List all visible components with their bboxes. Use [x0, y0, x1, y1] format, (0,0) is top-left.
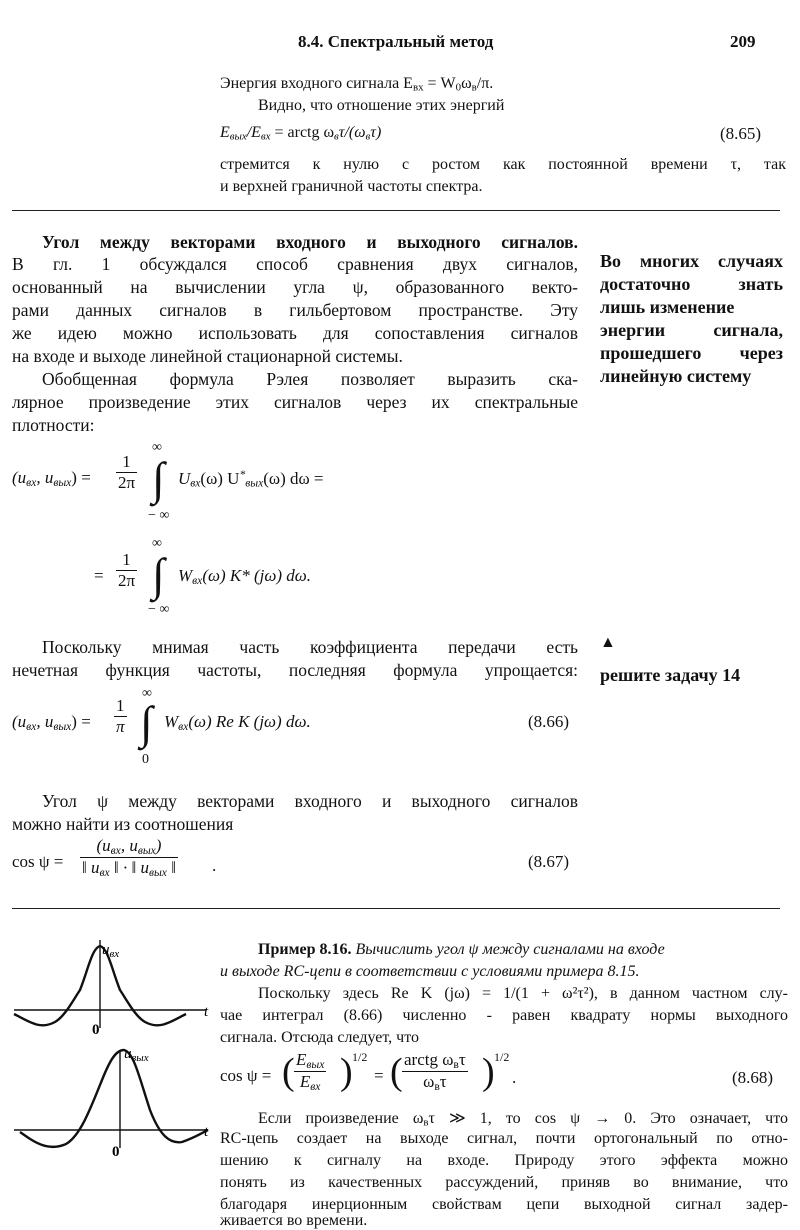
eq-8-68-paren-left: (: [282, 1051, 295, 1093]
example-line-2: чае интеграл (8.66) численно - равен квадрату нормы выходного: [220, 1007, 788, 1024]
eq-8-68-paren-right-2: ): [482, 1051, 495, 1093]
conclusion-line-6: живается во времени.: [220, 1212, 368, 1229]
margin-note-line-6: линейную систему: [600, 366, 752, 386]
parseval2-upper-limit: ∞: [152, 536, 162, 551]
example-line-3: сигнала. Отсюда следует, что: [220, 1029, 419, 1046]
conclusion-line-1: Если произведение $\omega_в\tau$ ≫ 1, то cos ψ → 0. Это означает, что: [258, 1110, 789, 1129]
margin-note-line-3: лишь изменение: [600, 297, 735, 317]
parseval-lhs: ($u_{вх}$, $u_{вых}$) =: [12, 468, 91, 489]
p1-line-4: же идею можно использовать для сопоставления сигналов: [12, 323, 578, 343]
margin-note-line-2: достаточно знать: [600, 274, 783, 294]
bottom-origin-label: 0: [112, 1144, 120, 1160]
eq-8-68-exponent-2: 1/2: [494, 1050, 510, 1064]
p3-line-1: Поскольку мнимая часть коэффициента передачи есть: [42, 637, 578, 657]
eq-8-66-fraction: $\frac{1}{\pi}$: [116, 696, 125, 736]
p1-line-5: на входе и выходе линейной стационарной системы.: [12, 346, 403, 366]
p2-line-2: лярное произведение этих сигналов через их спектральные: [12, 392, 578, 412]
p4-line-1: Угол ψ между векторами входного и выходного сигналов: [42, 791, 578, 811]
example-line-1: Поскольку здесь Re K (jω) = 1/(1 + ω²τ²), в данном частном слу-: [258, 985, 788, 1002]
margin-note-line-4: энергии сигнала,: [600, 320, 783, 340]
parseval-lower-limit: − ∞: [148, 508, 170, 523]
eq-8-68-fraction-1: $E_{вых}$ $E_{вх}$: [296, 1050, 325, 1093]
conclusion-line-4: понять из качественных рассуждений, приняв во внимание, что: [220, 1174, 788, 1191]
margin-task: решите задачу 14: [600, 665, 741, 685]
output-signal-curve: [20, 1050, 208, 1147]
parseval-eq2-equals: =: [94, 566, 104, 585]
example-title-line-2: и выходе RC-цепи в соответствии с условиями примера 8.15.: [220, 963, 640, 980]
p2-line-1: Обобщенная формула Рэлея позволяет выразить ска-: [42, 369, 578, 389]
parseval2-lower-limit: − ∞: [148, 602, 170, 617]
equation-number-8-68: (8.68): [732, 1068, 774, 1087]
top-line2: Видно, что отношение этих энергий: [258, 97, 505, 114]
eq-8-67-dot: .: [212, 856, 217, 875]
eq-8-66-lhs: ($u_{вх}$, $u_{вых}$) =: [12, 712, 91, 733]
equation-number-8-65: (8.65): [720, 124, 762, 143]
top-origin-label: 0: [92, 1022, 100, 1038]
bottom-axis-label: $u_{вых}$: [124, 1046, 149, 1064]
p1-line-1: В гл. 1 обсуждался способ сравнения двух сигналов,: [12, 254, 578, 274]
conclusion-line-3: шению к сигналу на входе. Природу этого эффекта можно: [220, 1152, 788, 1169]
parseval-upper-limit: ∞: [152, 440, 162, 455]
top-axis-label: $u_{вх}$: [102, 942, 120, 960]
divider-bottom: [12, 908, 780, 909]
top-energy-line: Энергия входного сигнала $E_{вх} = W_0\omega_в/\pi$.: [220, 75, 494, 94]
eq-8-66-upper-limit: ∞: [142, 686, 152, 701]
parseval-fraction: $\frac{1}{2\pi}$: [118, 452, 136, 492]
p1-line-2: основанный на вычислении угла ψ, образованного векто-: [12, 277, 578, 297]
margin-note-line-5: прошедшего через: [600, 343, 783, 363]
section-heading: Угол между векторами входного и выходного сигналов.: [42, 232, 578, 252]
eq-8-68-paren-right: ): [340, 1051, 353, 1093]
eq-8-67-lhs: cos ψ =: [12, 852, 64, 871]
conclusion-line-2: RC-цепь создает на выходе сигнал, почти ортогональный по отно-: [220, 1130, 788, 1147]
example-title: Пример 8.16. Вычислить угол ψ между сигналами на входе: [258, 941, 665, 958]
p1-line-3: рами данных сигналов в гильбертовом пространстве. Эту: [12, 300, 578, 320]
eq-8-68-paren-left-2: (: [390, 1051, 403, 1093]
equation-number-8-66: (8.66): [528, 712, 570, 731]
eq-8-66-integrand: $W_{вх}(\omega)$ Re K (jω) dω.: [164, 712, 311, 733]
bottom-t-label: t: [204, 1124, 209, 1140]
integral-sign: ∫: [140, 697, 153, 748]
running-header: 8.4. Спектральный метод: [298, 32, 494, 51]
eq-8-66-lower-limit: 0: [142, 752, 149, 767]
integral-sign: ∫: [152, 453, 165, 504]
signal-figure: [10, 930, 216, 1210]
parseval-integrand-2: $W_{вх}(\omega)$ K* (jω) dω.: [178, 566, 312, 587]
eq-8-68-lhs: cos ψ =: [220, 1066, 272, 1085]
integral-sign: ∫: [152, 549, 165, 600]
parseval-integrand: $U_{вх}(\omega)$ $U^*_{вых}(\omega) d\omega$ =: [178, 468, 324, 490]
p2-line-3: плотности:: [12, 415, 95, 435]
eq-8-68-equals: =: [374, 1066, 384, 1085]
top-line3: стремится к нулю с ростом как постоянной времени τ, так: [220, 156, 786, 173]
divider-top: [12, 210, 780, 211]
equation-8-65: $E_{вых}/E_{вх}$ = arctg $\omega_в\tau/(\omega_в\tau)$: [220, 124, 382, 143]
eq-8-68-exponent-1: 1/2: [352, 1050, 368, 1064]
margin-note-line-1: Во многих случаях: [600, 251, 783, 271]
eq-8-68-fraction-2: arctg $\omega_в\tau$ $\omega_в\tau$: [404, 1050, 466, 1093]
page-number: 209: [730, 32, 756, 51]
triangle-marker-icon: ▲: [600, 634, 616, 651]
p4-line-2: можно найти из соотношения: [12, 814, 234, 834]
conclusion-line-5: благодаря инерционным свойствам цепи выходной сигнал задер-: [220, 1196, 788, 1213]
eq-8-68-dot: .: [512, 1068, 517, 1087]
top-line4: и верхней граничной частоты спектра.: [220, 178, 483, 195]
equation-number-8-67: (8.67): [528, 852, 570, 871]
p3-line-2: нечетная функция частоты, последняя формула упрощается:: [12, 660, 578, 680]
eq-8-67-fraction: ($u_{вх}$, $u_{вых}$) ‖ $u_{вх}$ ‖ · ‖ $u_{вых}$ ‖: [82, 836, 176, 879]
parseval-fraction-2: $\frac{1}{2\pi}$: [118, 550, 136, 590]
top-t-label: t: [204, 1004, 209, 1020]
